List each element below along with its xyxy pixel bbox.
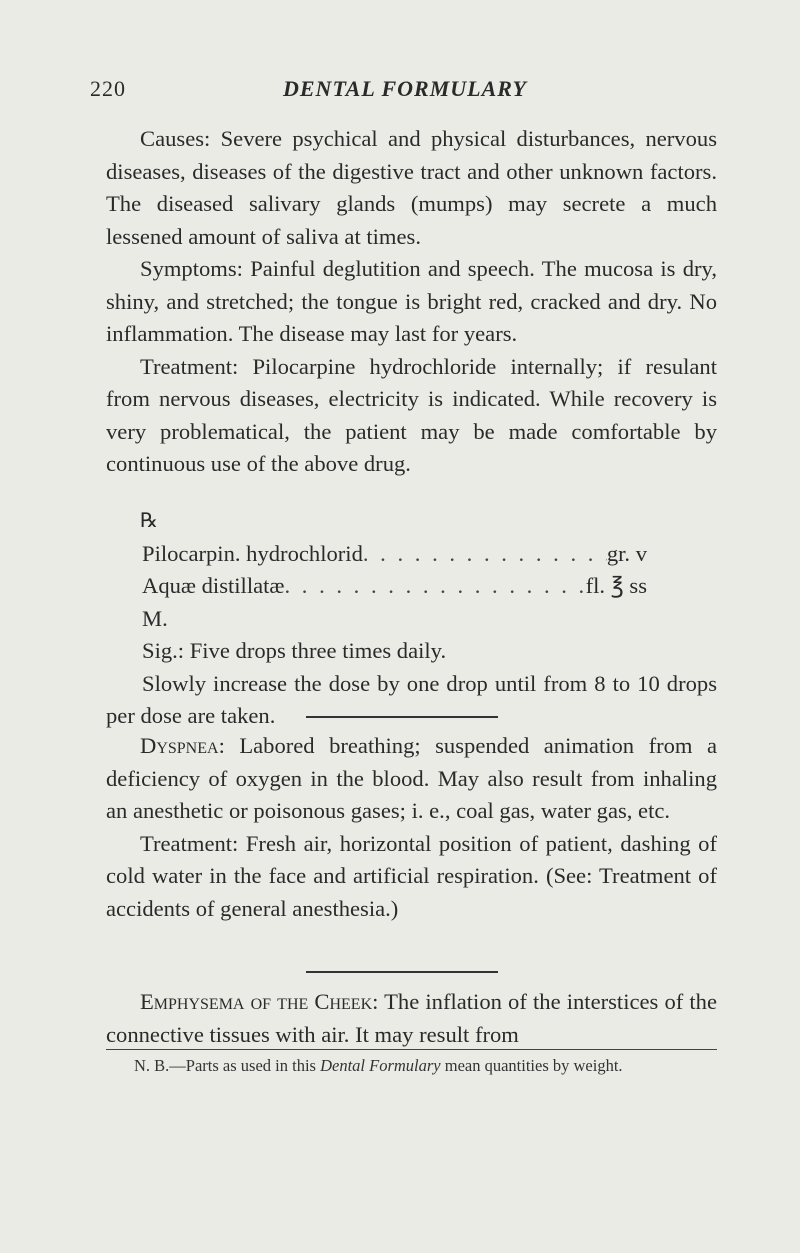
emphysema-term: Emphysema of the Cheek <box>140 989 373 1014</box>
leader-dots <box>284 570 585 603</box>
rx-quantity: fl. ℥ ss <box>585 573 647 598</box>
section-emphysema <box>106 986 717 1051</box>
rx-item <box>106 570 717 603</box>
footnote <box>106 1054 717 1078</box>
dyspnea-paragraph <box>106 730 717 828</box>
page-header <box>90 76 720 106</box>
prescription <box>106 505 717 733</box>
rx-quantity: gr. v <box>606 540 647 566</box>
treatment-paragraph: Treatment: Pilocarpine hydrochloride internally; if resulant from nervous diseases, electricity is indicated. While recovery is very problematical, the patient may be made comfortable by continuous use of the above drug. <box>106 353 717 476</box>
section-divider <box>306 971 498 973</box>
rx-item <box>106 538 717 571</box>
page-number: 220 <box>90 76 126 101</box>
footnote-suffix: mean quantities by weight. <box>440 1056 623 1075</box>
emphysema-definition: : The inflation of the interstices of the connective tissues with air. It may result from <box>106 989 717 1047</box>
dyspnea-treatment: Treatment: Fresh air, horizontal position of patient, dashing of cold water in the face and artificial respiration. (See: Treatment of accidents of general anesthesia.) <box>106 830 717 921</box>
running-title: DENTAL FORMULARY <box>283 76 527 101</box>
leader-dots <box>363 538 607 571</box>
recipe-symbol: ℞ <box>140 510 158 532</box>
section-xerostomia <box>106 123 717 481</box>
rx-drug: Pilocarpin. hydrochlorid <box>142 540 363 566</box>
emphysema-paragraph <box>106 986 717 1051</box>
footnote-prefix: N. B.—Parts as used in this <box>134 1056 321 1075</box>
causes-paragraph: Causes: Severe psychical and physical disturbances, nervous diseases, diseases of the digestive tract and other unknown factors. The diseased salivary glands (mumps) may secrete a much lessened amount of saliva at times. <box>106 126 717 249</box>
signa-instruction: Sig.: Five drops three times daily. <box>142 638 447 663</box>
symptoms-paragraph: Symptoms: Painful deglutition and speech. The mucosa is dry, shiny, and stretched; the tongue is bright red, cracked and dry. No inflammation. The disease may last for years. <box>106 256 717 346</box>
footnote-book-title: Dental Formulary <box>320 1056 441 1075</box>
footnote-rule <box>106 1049 717 1050</box>
section-divider <box>306 716 498 718</box>
dyspnea-term: Dyspnea <box>140 733 219 758</box>
dyspnea-definition: : Labored breathing; suspended animation from a deficiency of oxygen in the blood. May also result from inhaling an anesthetic or poisonous gases; i. e., coal gas, water gas, etc. <box>106 733 717 823</box>
section-dyspnea <box>106 730 717 925</box>
dose-note: Slowly increase the dose by one drop until from 8 to 10 drops per dose are taken. <box>106 670 717 728</box>
rx-drug: Aquæ distillatæ <box>142 573 285 598</box>
misce-label: M. <box>142 605 168 631</box>
